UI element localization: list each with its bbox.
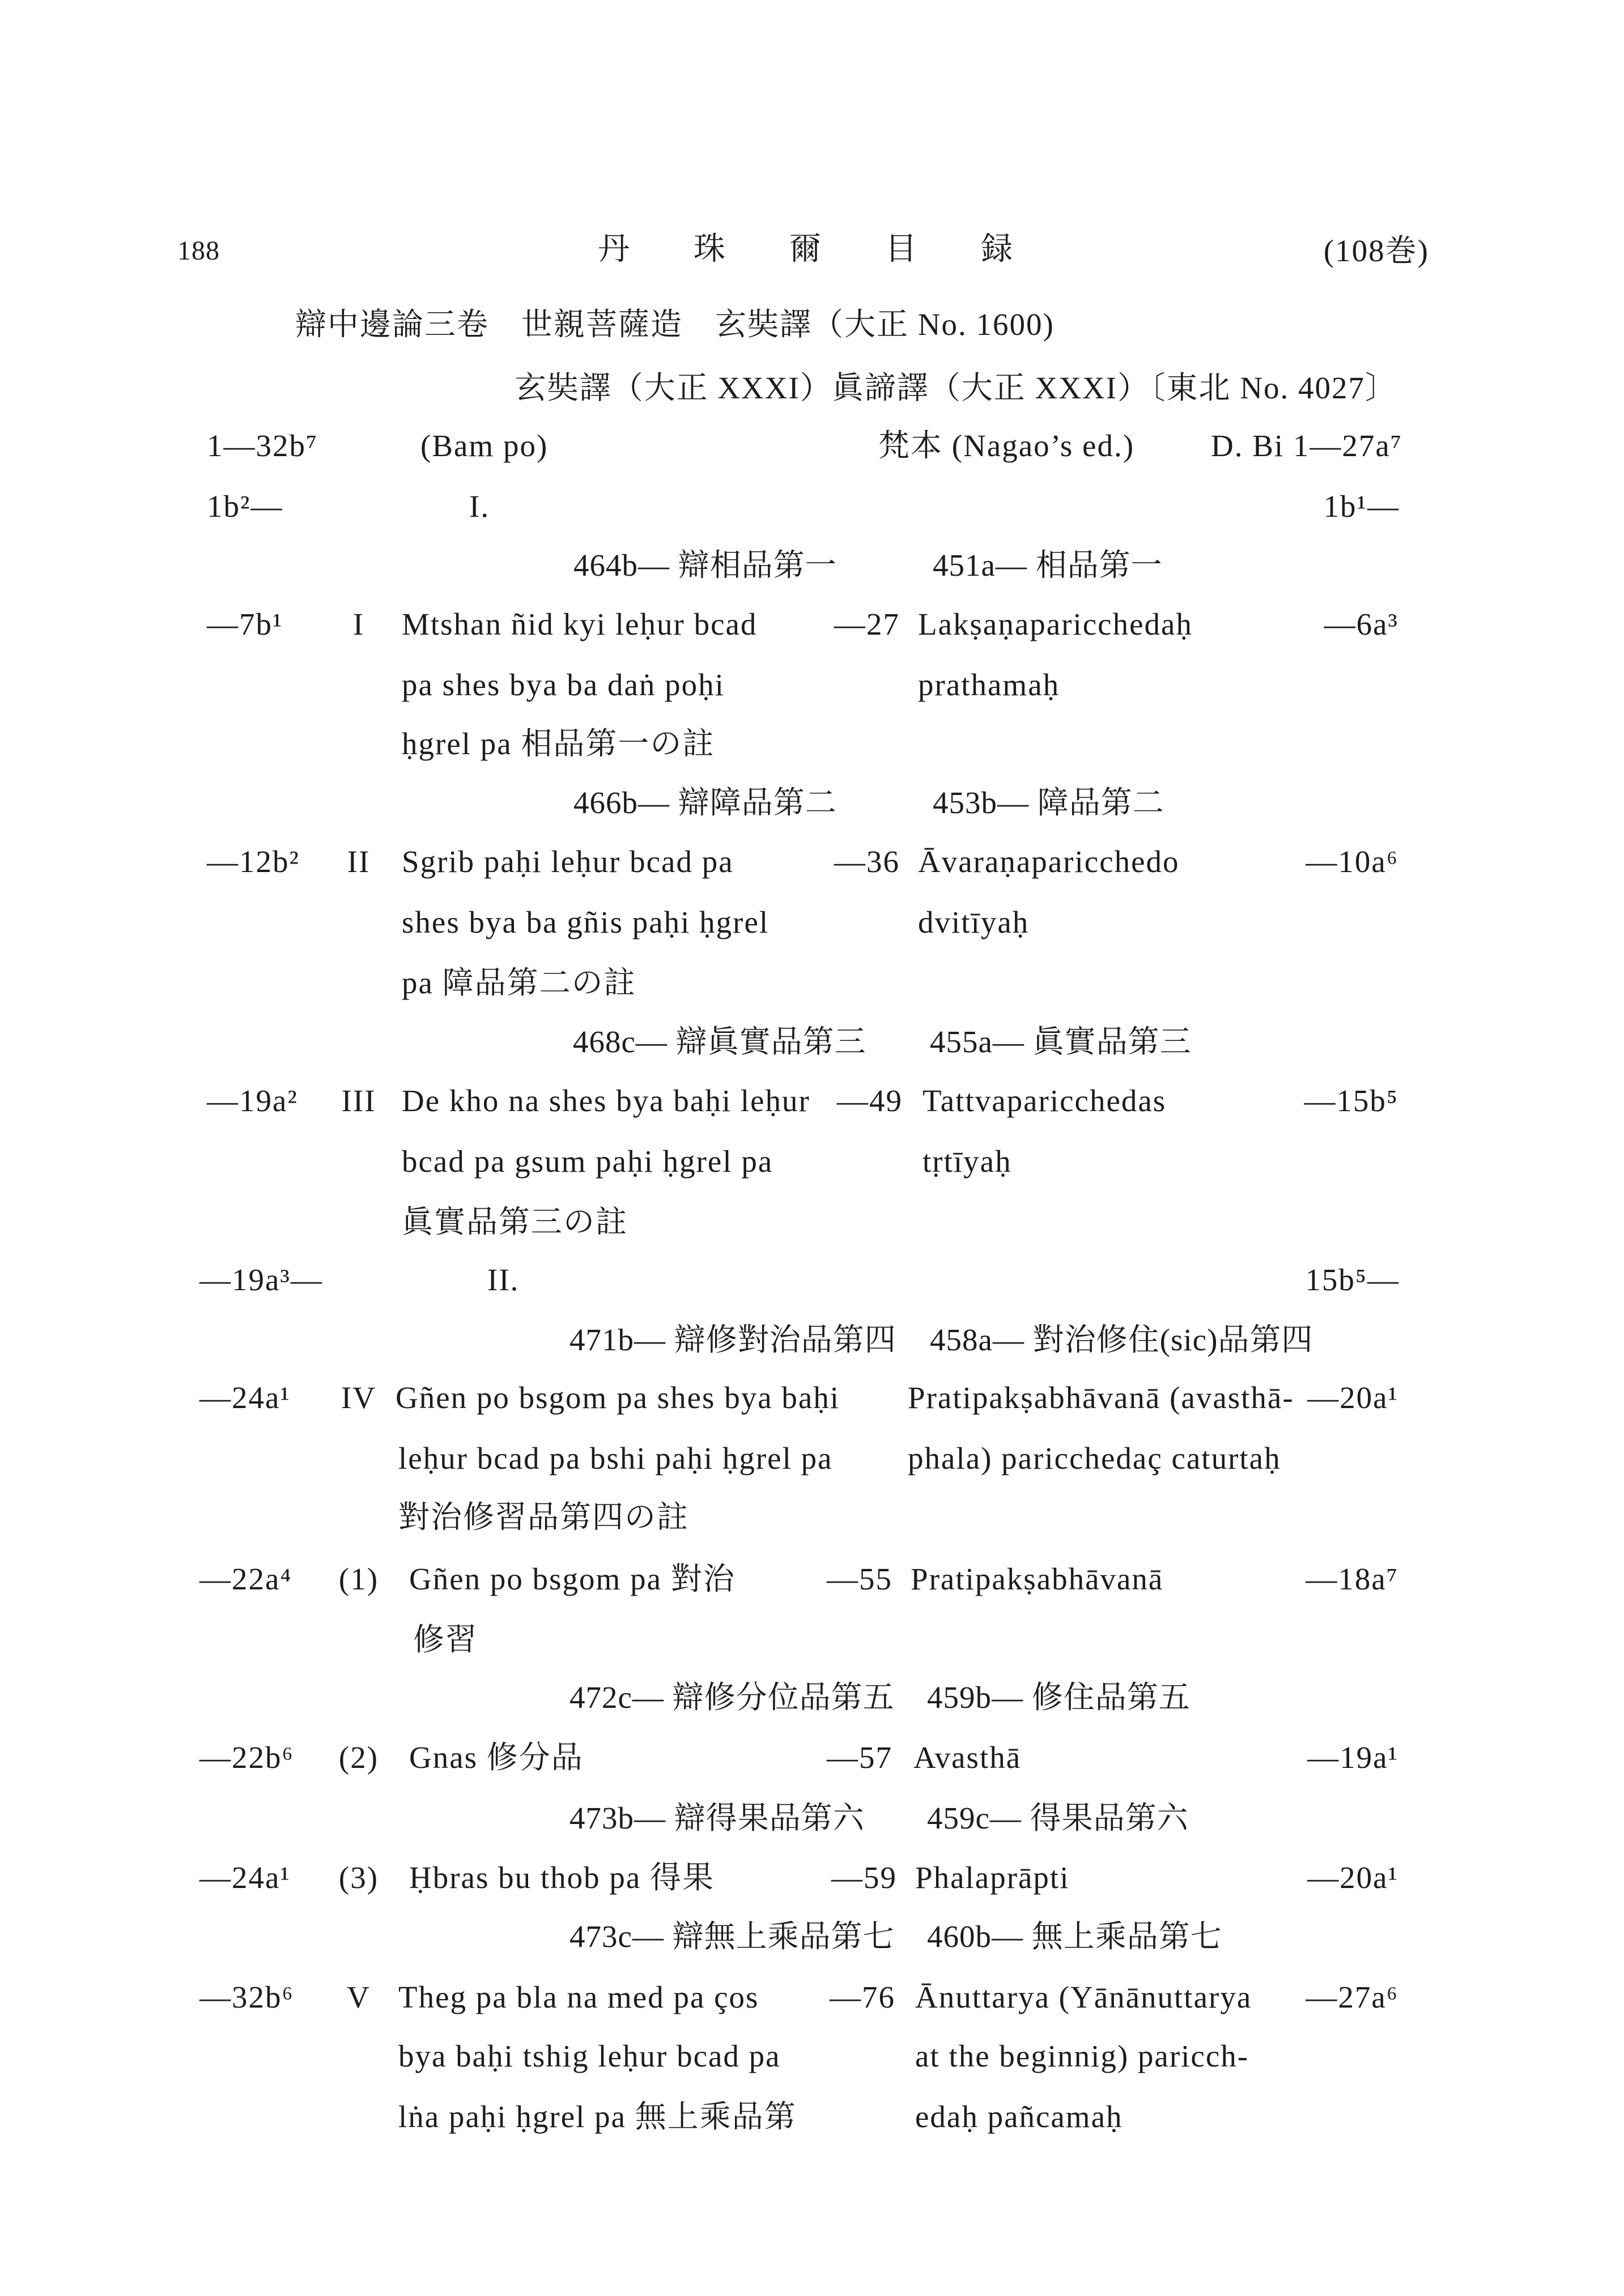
tibetan-title-line: Theg pa bla na med pa ços	[398, 1980, 759, 2014]
sanskrit-title-line: tṛtīyaḥ	[922, 1144, 1012, 1179]
work-title-line: 辯中邊論三卷 世親菩薩造 玄奘譯（大正 No. 1600)	[295, 307, 1055, 342]
entry-derge: —15b⁵	[1304, 1083, 1398, 1118]
heading-paramartha: 460b— 無上乘品第七	[927, 1919, 1222, 1954]
entry-page: —57	[827, 1740, 892, 1775]
part-derge: 1b¹—	[1323, 489, 1400, 524]
bam-po-heading: (Bam po)	[420, 428, 549, 463]
sanskrit-title-line: Tattvaparicchedas	[922, 1083, 1167, 1118]
tibetan-title-line: pa shes bya ba daṅ poḥi	[402, 667, 725, 702]
sanskrit-title-line: at the beginnig) paricch-	[915, 2039, 1249, 2073]
heading-xuanzang: 471b— 辯修對治品第四	[569, 1323, 896, 1357]
entry-number: III	[341, 1083, 376, 1118]
tibetan-title-line: Mtshan ñid kyi leḥur bcad	[402, 607, 758, 641]
entry-number: I	[352, 607, 365, 641]
sanskrit-title-line: Āvaraṇaparicchedo	[918, 844, 1180, 879]
derge-heading: D. Bi 1—27a⁷	[1210, 428, 1402, 463]
entry-page: —59	[831, 1860, 897, 1895]
sanskrit-title-line: edaḥ pañcamaḥ	[915, 2099, 1123, 2134]
sanskrit-title-line: Ānuttarya (Yānānuttarya	[915, 1980, 1252, 2014]
sanskrit-title-line: Phalaprāpti	[915, 1860, 1070, 1895]
tibetan-title-line: leḥur bcad pa bshi paḥi ḥgrel pa	[398, 1441, 833, 1476]
heading-paramartha: 459b— 修住品第五	[927, 1680, 1191, 1715]
heading-xuanzang: 472c— 辯修分位品第五	[569, 1680, 895, 1715]
entry-page: —27	[834, 607, 900, 641]
entry-number: (2)	[338, 1740, 379, 1775]
tibetan-title-line: pa 障品第二の註	[402, 966, 636, 1000]
page-number: 188	[177, 236, 220, 266]
tibetan-title-line: lṅa paḥi ḥgrel pa 無上乘品第	[398, 2099, 797, 2134]
tibetan-title-line: Gñen po bsgom pa 對治	[409, 1562, 736, 1596]
tibetan-title-line: 對治修習品第四の註	[398, 1500, 690, 1534]
heading-xuanzang: 468c— 辯眞實品第三	[573, 1024, 866, 1059]
page-title: 丹珠爾目録	[598, 232, 1077, 267]
sanskrit-title-line: Pratipakṣabhāvanā	[911, 1562, 1164, 1596]
heading-paramartha: 451a— 相品第一	[933, 548, 1163, 582]
tibetan-title-line: Ḥbras bu thob pa 得果	[409, 1860, 715, 1895]
entry-derge: —27a⁶	[1306, 1980, 1398, 2014]
tibetan-title-line: 眞實品第三の註	[402, 1205, 628, 1239]
tibetan-title-line: ḥgrel pa 相品第一の註	[402, 726, 715, 761]
entry-folio: —22a⁴	[199, 1562, 292, 1596]
heading-xuanzang: 473c— 辯無上乘品第七	[569, 1919, 895, 1954]
entry-folio: —12b²	[207, 844, 300, 879]
entry-derge: —20a¹	[1307, 1860, 1398, 1895]
entry-folio: —19a²	[207, 1083, 298, 1118]
translations-line: 玄奘譯（大正 XXXI）眞諦譯（大正 XXXI）〔東北 No. 4027〕	[515, 371, 1397, 405]
tibetan-title-line: bya baḥi tshig leḥur bcad pa	[398, 2039, 781, 2073]
entry-number: II	[347, 844, 371, 879]
part-folio: 1b²—	[207, 489, 283, 524]
entry-page: —76	[830, 1980, 895, 2014]
tibetan-title-line: 修習	[413, 1622, 478, 1657]
part-label: II.	[487, 1262, 520, 1297]
entry-number: (3)	[338, 1860, 379, 1895]
entry-number: (1)	[338, 1562, 379, 1596]
tibetan-title-line: bcad pa gsum paḥi ḥgrel pa	[402, 1144, 773, 1179]
heading-paramartha: 453b— 障品第二	[933, 785, 1164, 820]
sanskrit-title-line: Pratipakṣabhāvanā (avasthā-	[908, 1380, 1294, 1415]
entry-number: V	[347, 1980, 371, 2014]
heading-xuanzang: 464b— 辯相品第一	[573, 548, 837, 582]
entry-folio: —24a¹	[199, 1380, 291, 1415]
entry-page: —49	[837, 1083, 903, 1118]
sanskrit-title-line: prathamaḥ	[918, 667, 1060, 702]
entry-derge: —18a⁷	[1306, 1562, 1398, 1596]
heading-paramartha: 458a— 對治修住(sic)品第四	[930, 1323, 1313, 1357]
entry-derge: —19a¹	[1307, 1740, 1398, 1775]
entry-page: —36	[834, 844, 900, 879]
entry-derge: —20a¹	[1307, 1380, 1398, 1415]
tibetan-title-line: Gñen po bsgom pa shes bya baḥi	[396, 1380, 840, 1415]
heading-paramartha: 455a— 眞實品第三	[930, 1024, 1192, 1059]
part-folio: —19a³—	[199, 1262, 323, 1297]
tibetan-title-line: shes bya ba gñis paḥi ḥgrel	[402, 905, 770, 939]
entry-page: —55	[827, 1562, 892, 1596]
volume-label: (108巻)	[1323, 233, 1429, 268]
sanskrit-edition-heading: 梵本 (Nagao’s ed.)	[878, 428, 1135, 463]
entry-folio: —22b⁶	[199, 1740, 294, 1775]
heading-xuanzang: 466b— 辯障品第二	[573, 785, 837, 820]
part-label: I.	[469, 489, 490, 524]
sanskrit-title-line: phala) paricchedaç caturtaḥ	[908, 1441, 1281, 1476]
folio-range: 1—32b⁷	[207, 428, 318, 463]
part-derge: 15b⁵—	[1305, 1262, 1400, 1297]
heading-paramartha: 459c— 得果品第六	[927, 1801, 1189, 1835]
entry-folio: —32b⁶	[199, 1980, 294, 2014]
tibetan-title-line: Gnas 修分品	[409, 1740, 584, 1775]
sanskrit-title-line: Lakṣaṇaparicchedaḥ	[918, 607, 1193, 641]
entry-number: IV	[341, 1380, 377, 1415]
entry-folio: —7b¹	[207, 607, 283, 641]
entry-derge: —10a⁶	[1306, 844, 1398, 879]
heading-xuanzang: 473b— 辯得果品第六	[569, 1801, 865, 1835]
sanskrit-title-line: Avasthā	[913, 1740, 1022, 1775]
sanskrit-title-line: dvitīyaḥ	[918, 905, 1030, 939]
entry-folio: —24a¹	[199, 1860, 291, 1895]
tibetan-title-line: De kho na shes bya baḥi leḥur	[402, 1083, 810, 1118]
entry-derge: —6a³	[1324, 607, 1398, 641]
tibetan-title-line: Sgrib paḥi leḥur bcad pa	[402, 844, 734, 879]
